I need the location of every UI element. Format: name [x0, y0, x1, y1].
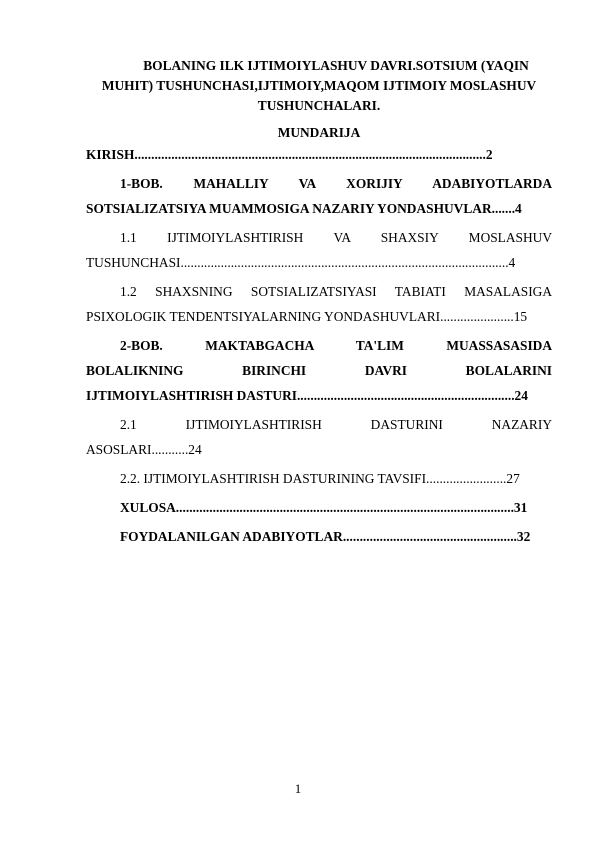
toc-entry-foydalanilgan: FOYDALANILGAN ADABIYOTLAR....................................................32 — [120, 529, 531, 544]
toc-entry-xulosa: XULOSA.....................................................................................................31 — [120, 500, 528, 515]
document-title — [86, 56, 552, 116]
toc-entry-2-1-line2: ASOSLARI...........24 — [86, 442, 202, 457]
toc-entry-2-1-line1: 2.1 IJTIMOIYLASHTIRISH DASTURINI NAZARIY — [120, 417, 552, 432]
title-line-1: BOLANING ILK IJTIMOIYLASHUV DAVRI.SOTSIUM (YAQIN — [143, 58, 529, 73]
toc-entry-1-2-line2: PSIXOLOGIK TENDENTSIYALARNING YONDASHUVLARI......................15 — [86, 309, 528, 324]
page-content — [86, 56, 552, 547]
table-of-contents — [86, 145, 552, 547]
title-line-2: MUHIT) TUSHUNCHASI,IJTIMOIY,MAQOM IJTIMOIY MOSLASHUV — [101, 78, 537, 93]
toc-entry-1-1-line2: TUSHUNCHASI..................................................................................................4 — [86, 255, 516, 270]
toc-heading: MUNDARIJA — [277, 125, 361, 140]
toc-entry-bob2-line2: BOLALIKNING BIRINCHI DAVRI BOLALARINI — [86, 363, 552, 378]
title-line-3: TUSHUNCHALARI. — [257, 98, 381, 113]
toc-entry-bob1-line2: SOTSIALIZATSIYA MUAMMOSIGA NAZARIY YONDASHUVLAR.......4 — [86, 201, 522, 216]
toc-entry-1-2-line1: 1.2 SHAXSNING SOTSIALIZATSIYASI TABIATI MASALASIGA — [120, 284, 552, 299]
toc-entry-bob1-line1: 1-BOB. MAHALLIY VA XORIJIY ADABIYOTLARDA — [120, 176, 552, 191]
toc-entry-1-1-line1: 1.1 IJTIMOIYLASHTIRISH VA SHAXSIY MOSLASHUV — [120, 230, 552, 245]
toc-entry-kirish: KIRISH.........................................................................................................2 — [86, 147, 493, 162]
toc-entry-bob2-line3: IJTIMOIYLASHTIRISH DASTURI.................................................................24 — [86, 388, 528, 403]
toc-entry-2-2: 2.2. IJTIMOIYLASHTIRISH DASTURINING TAVSIFI........................27 — [120, 471, 520, 486]
toc-entry-bob2-line1: 2-BOB. MAKTABGACHA TA'LIM MUASSASASIDA — [120, 338, 552, 353]
page-number: 1 — [294, 781, 302, 796]
